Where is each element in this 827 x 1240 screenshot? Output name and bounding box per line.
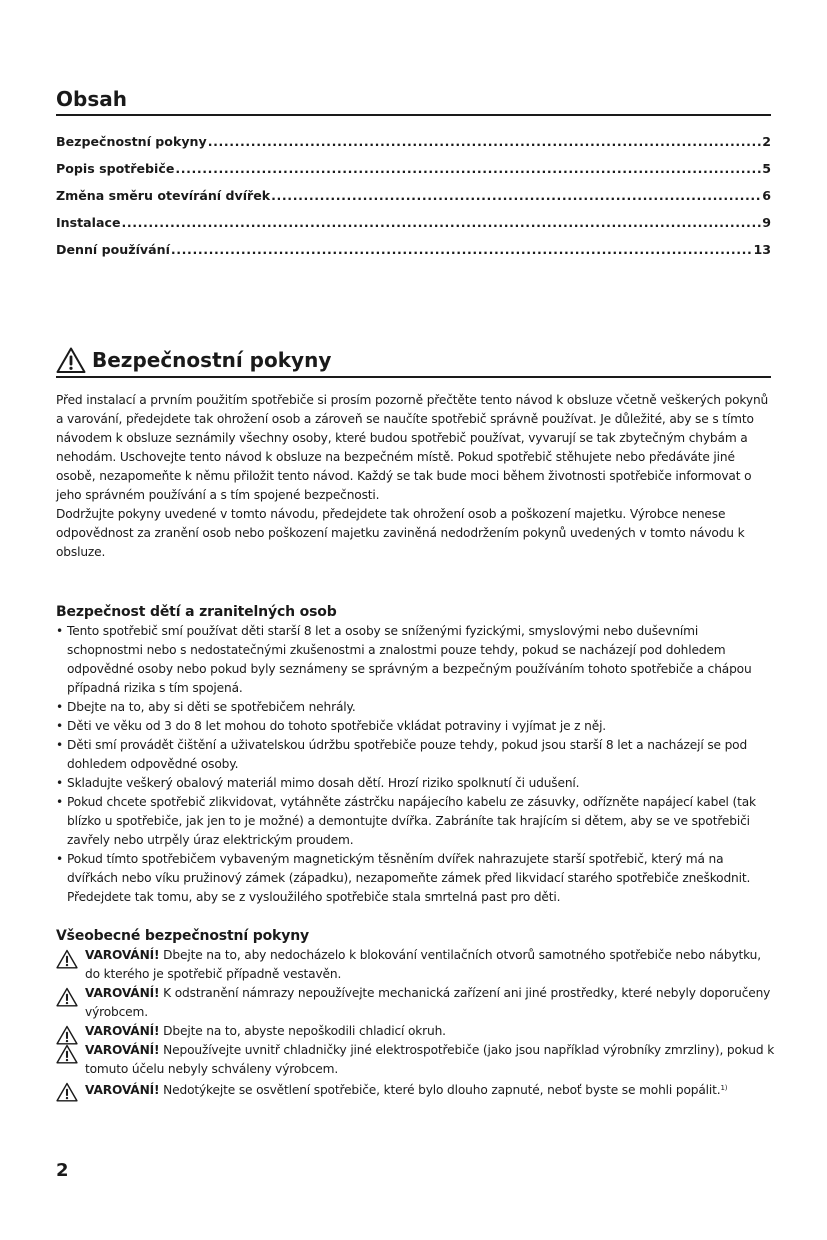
warning-item — [56, 946, 776, 984]
list-item: • Děti smí provádět čištění a uživatelskou údržbu spotřebiče pouze tehdy, pokud jsou starší 8 let a nacházejí se pod dohledem odpovědné osoby. — [56, 736, 771, 774]
toc-entry[interactable] — [56, 188, 771, 215]
list-item: • Tento spotřebič smí používat děti starší 8 let a osoby se sníženými fyzickými, smyslovými nebo duševními schopnostmi nebo s nedostatečnými zkušenostmi a znalostmi pouze tehdy, pokud se nacházejí pod dohledem odpovědné osoby nebo pokud byly seznámeny se správným a bezpečným používáním tohoto spotřebiče a chápou případná rizika s tím spojená. — [56, 622, 771, 698]
toc-entry-page: 6 — [762, 188, 771, 203]
footnote-marker: 1) — [720, 1084, 728, 1092]
warning-triangle-icon — [56, 1082, 78, 1102]
warning-item — [56, 1022, 776, 1041]
toc-leader-dots — [271, 188, 761, 203]
toc-entry-label: Změna směru otevírání dvířek — [56, 188, 271, 203]
toc-entry[interactable] — [56, 242, 771, 269]
toc-entry-page: 2 — [762, 134, 771, 149]
subsection-title: Všeobecné bezpečnostní pokyny — [56, 928, 309, 944]
toc-entry-label: Bezpečnostní pokyny — [56, 134, 207, 149]
bullet-list — [56, 622, 771, 907]
toc-entry[interactable] — [56, 215, 771, 242]
list-item: • Dbejte na to, aby si děti se spotřebičem nehrály. — [56, 698, 771, 717]
warning-text: K odstranění námrazy nepoužívejte mechanická zařízení ani jiné prostředky, které nebyly doporučeny výrobcem. — [85, 986, 771, 1019]
warning-label: VAROVÁNÍ! — [85, 1083, 160, 1097]
toc-entry-page: 5 — [762, 161, 771, 176]
subsection-title: Bezpečnost dětí a zranitelných osob — [56, 604, 337, 620]
section-title: Bezpečnostní pokyny — [92, 348, 332, 372]
warning-item — [56, 984, 776, 1022]
warning-item — [56, 1079, 776, 1100]
toc-entry[interactable] — [56, 161, 771, 188]
toc-entry-page: 9 — [762, 215, 771, 230]
warning-triangle-icon — [56, 987, 78, 1007]
warning-triangle-icon — [56, 1044, 78, 1064]
list-item: • Pokud chcete spotřebič zlikvidovat, vytáhněte zástrčku napájecího kabelu ze zásuvky, odřízněte napájecí kabel (tak blízko u spotřebiče, jak jen to je možné) a demontujte dvířka. Zabráníte tak hrajícím si dětem, aby se ve spotřebiči zavřely nebo utrpěly úraz elektrickým proudem. — [56, 793, 771, 850]
toc-leader-dots — [208, 134, 762, 149]
toc-list — [56, 134, 771, 269]
toc-leader-dots — [171, 242, 753, 257]
toc-entry-label: Denní používání — [56, 242, 170, 257]
toc-entry-label: Popis spotřebiče — [56, 161, 175, 176]
warning-label: VAROVÁNÍ! — [85, 986, 160, 1000]
warning-triangle-icon — [56, 949, 78, 969]
warning-triangle-icon — [56, 346, 86, 374]
warning-list — [56, 946, 776, 1100]
list-item: • Pokud tímto spotřebičem vybaveným magnetickým těsněním dvířek nahrazujete starší spotřebič, který má na dvířkách nebo víku pružinový zámek (západku), nezapomeňte zámek před likvidací starého spotřebiče zneškodnit. Předejdete tak tomu, aby se z vysloužilého spotřebiče stala smrtelná past pro děti. — [56, 850, 771, 907]
page-number: 2 — [56, 1160, 69, 1181]
paragraph: Před instalací a prvním použitím spotřebiče si prosím pozorně přečtěte tento návod k obsluze včetně veškerých pokynů a varování, předejdete tak ohrožení osob a zároveň se naučíte spotřebič správně používat. Je důležité, aby se s tímto návodem k obsluze seznámily všechny osoby, které budou spotřebič používat, vyvarují se tak zbytečným chybám a nehodám. Uschovejte tento návod k obsluze na bezpečném místě. Pokud spotřebič stěhujete nebo předáváte jiné osobě, nezapomeňte k němu přiložit tento návod. Každý se tak bude moci během životnosti spotřebiče informovat o jeho správném používání a s tím spojené bezpečnosti. — [56, 393, 769, 502]
intro-text — [56, 391, 776, 562]
warning-label: VAROVÁNÍ! — [85, 1024, 160, 1038]
warning-text: Nedotýkejte se osvětlení spotřebiče, které bylo dlouho zapnuté, neboť byste se mohli popálit. — [159, 1083, 721, 1097]
children-safety-section — [56, 602, 771, 907]
list-item: • Skladujte veškerý obalový materiál mimo dosah dětí. Hrozí riziko spolknutí či udušení. — [56, 774, 771, 793]
toc-entry-label: Instalace — [56, 215, 121, 230]
warning-text: Dbejte na to, abyste nepoškodili chladicí okruh. — [159, 1024, 446, 1038]
warning-label: VAROVÁNÍ! — [85, 948, 160, 962]
warning-label: VAROVÁNÍ! — [85, 1043, 160, 1057]
toc-leader-dots — [122, 215, 762, 230]
toc-title: Obsah — [56, 86, 771, 116]
section-heading — [56, 344, 771, 378]
paragraph: Dodržujte pokyny uvedené v tomto návodu, předejdete tak ohrožení osob a poškození majetku. Výrobce nenese odpovědnost za zranění osob nebo poškození majetku zaviněná nedodržením pokynů uvedených v tomto návodu k obsluze. — [56, 507, 745, 559]
warning-item — [56, 1041, 776, 1079]
list-item: • Děti ve věku od 3 do 8 let mohou do tohoto spotřebiče vkládat potraviny i vyjímat je z něj. — [56, 717, 771, 736]
general-safety-section — [56, 926, 776, 1100]
warning-text: Dbejte na to, aby nedocházelo k blokování ventilačních otvorů samotného spotřebiče nebo nábytku, do kterého je spotřebič případně vestavěn. — [85, 948, 761, 981]
toc-entry[interactable] — [56, 134, 771, 161]
warning-text: Nepoužívejte uvnitř chladničky jiné elektrospotřebiče (jako jsou například výrobníky zmrzliny), pokud k tomuto účelu nebyly schváleny výrobcem. — [85, 1043, 775, 1076]
toc-entry-page: 13 — [753, 242, 771, 257]
toc-leader-dots — [175, 161, 761, 176]
